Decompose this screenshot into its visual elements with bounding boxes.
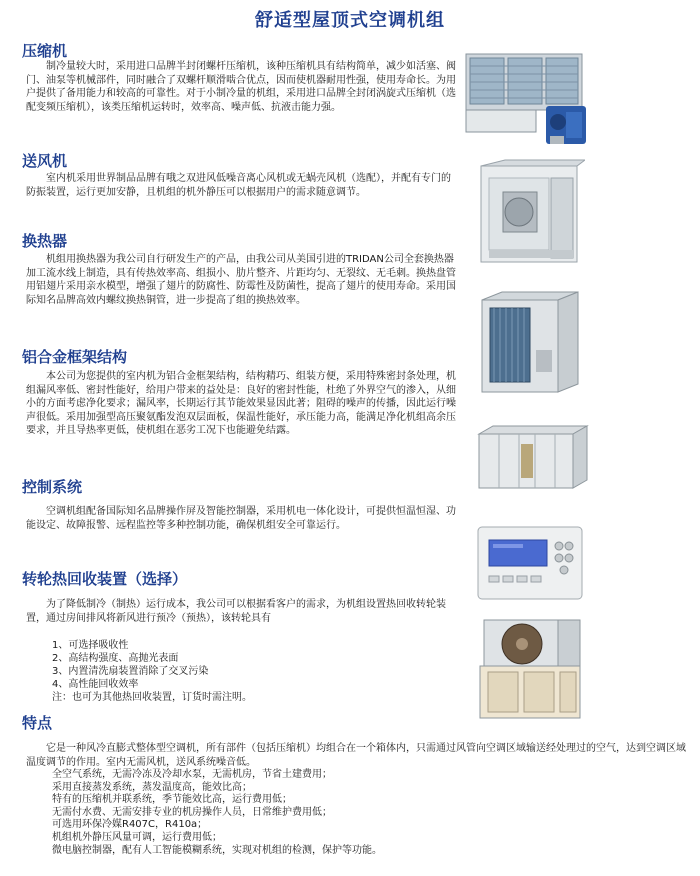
features-list <box>52 769 382 857</box>
section-heading-features: 特点 <box>22 714 53 732</box>
section-heading-heat-recovery: 转轮热回收装置（选择） <box>22 570 188 588</box>
section-heading-frame: 铝合金框架结构 <box>22 348 128 366</box>
list-item: 特有的压缩机并联系统，季节能效比高，运行费用低； <box>52 794 292 806</box>
aluminum-frame-photo <box>475 422 590 492</box>
list-item: 1、可选择吸收性 <box>52 640 129 651</box>
list-item: 全空气系统，无需冷冻及冷却水泵，无需机房，节省土建费用； <box>52 769 332 780</box>
list-item: 注：也可为其他热回收装置，订货时需注明。 <box>52 692 252 703</box>
section-text-fan: 室内机采用世界制品品牌有哦之双进风低噪音离心风机或无蜗壳风机（选配），并配有专门的防振装置，运行更加安静，且机组的机外静压可以根据用户的需求随意调节。 <box>26 173 451 198</box>
heat-exchanger-photo <box>478 290 580 396</box>
list-item: 4、高性能回收效率 <box>52 679 139 690</box>
list-item: 采用直接蒸发系统，蒸发温度高，能效比高； <box>52 781 252 793</box>
controller-photo <box>475 524 585 602</box>
heat-recovery-wheel-photo <box>476 614 586 722</box>
list-item: 机组机外静压风量可调，运行费用低； <box>52 831 222 843</box>
section-heading-fan: 送风机 <box>22 152 68 170</box>
fan-unit-photo <box>475 158 585 266</box>
section-text-features: 它是一种风冷直膨式整体型空调机，所有部件（包括压缩机）均组合在一个箱体内，只需通过风管向空调区域输送经处理过的空气，达到空调区域温度调节的作用。室内无需风机，送风系统噪音低。 <box>26 743 686 768</box>
list-item: 3、内置清洗扇装置消除了交叉污染 <box>52 666 209 677</box>
section-heading-heat-exchanger: 换热器 <box>22 232 68 250</box>
section-heading-compressor: 压缩机 <box>22 42 68 60</box>
section-text-control: 空调机组配备国际知名品牌操作屏及智能控制器，采用机电一体化设计，可提供恒温恒湿、功能设定、故障报警、远程监控等多种控制功能，确保机组安全可靠运行。 <box>26 506 456 531</box>
heat-recovery-list <box>52 639 252 704</box>
section-text-compressor: 制冷量较大时，采用进口品牌半封闭螺杆压缩机，该种压缩机具有结构简单，减少如活塞、阀门、油泵等机械部件，同时融合了双螺杆顺滑啮合优点，因而使机器耐用性强，使用寿命长。为用户提供了备用能力和较高的可靠性。对于小制冷量的机组，采用进口品牌全封闭涡旋式压缩机（选配变频压缩机），该类压缩机运转时，效率高、噪声低、抗液击能力强。 <box>26 61 456 113</box>
list-item: 2、高结构强度、高抛光表面 <box>52 653 179 664</box>
list-item: 无需付水费、无需安排专业的机房操作人员，日常维护费用低； <box>52 806 332 818</box>
section-text-heat-recovery: 为了降低制冷（制热）运行成本，我公司可以根据看客户的需求，为机组设置热回收转轮装置，通过房间排风将新风进行预冷（预热），该转轮具有 <box>26 599 446 624</box>
section-heading-control: 控制系统 <box>22 478 83 496</box>
section-text-frame: 本公司为您提供的室内机为铝合金框架结构，结构精巧、组装方便，采用特殊密封条处理，机组漏风率低、密封性能好，给用户带来的益处是：良好的密封性能，杜绝了外界空气的渗入，从细小的方面考虑净化要求；漏风率，长期运行其节能效果显因此著；阻碍的噪声的传播，因此运行噪声很低。采用加强型高压聚氨酯发泡双层面板，保温性能好，承压能力高，能满足净化机组高余压要求，并且导热率更低，使机组在恶劣工况下也能避免结露。 <box>26 371 456 436</box>
page-title: 舒适型屋顶式空调机组 <box>255 10 445 31</box>
list-item: 可选用环保冷媒R407C，R410a； <box>52 819 208 831</box>
compressor-unit-photo <box>462 48 592 148</box>
list-item: 微电脑控制器，配有人工智能模糊系统，实现对机组的检测，保护等功能。 <box>52 844 382 856</box>
section-text-heat-exchanger: 机组用换热器为我公司自行研发生产的产品，由我公司从美国引进的TRIDAN公司全套换热器加工流水线上制造，具有传热效率高、组损小、肋片整齐、片距均匀、无裂纹、无毛刺。换热盘管用铝翅片采用亲水模型，增强了翅片的防腐性、防霉性及防菌性，提高了翅片的使用寿命。采用国际知名品牌高效内螺纹换热铜管，进一步提高了组的换热效率。 <box>26 254 456 306</box>
